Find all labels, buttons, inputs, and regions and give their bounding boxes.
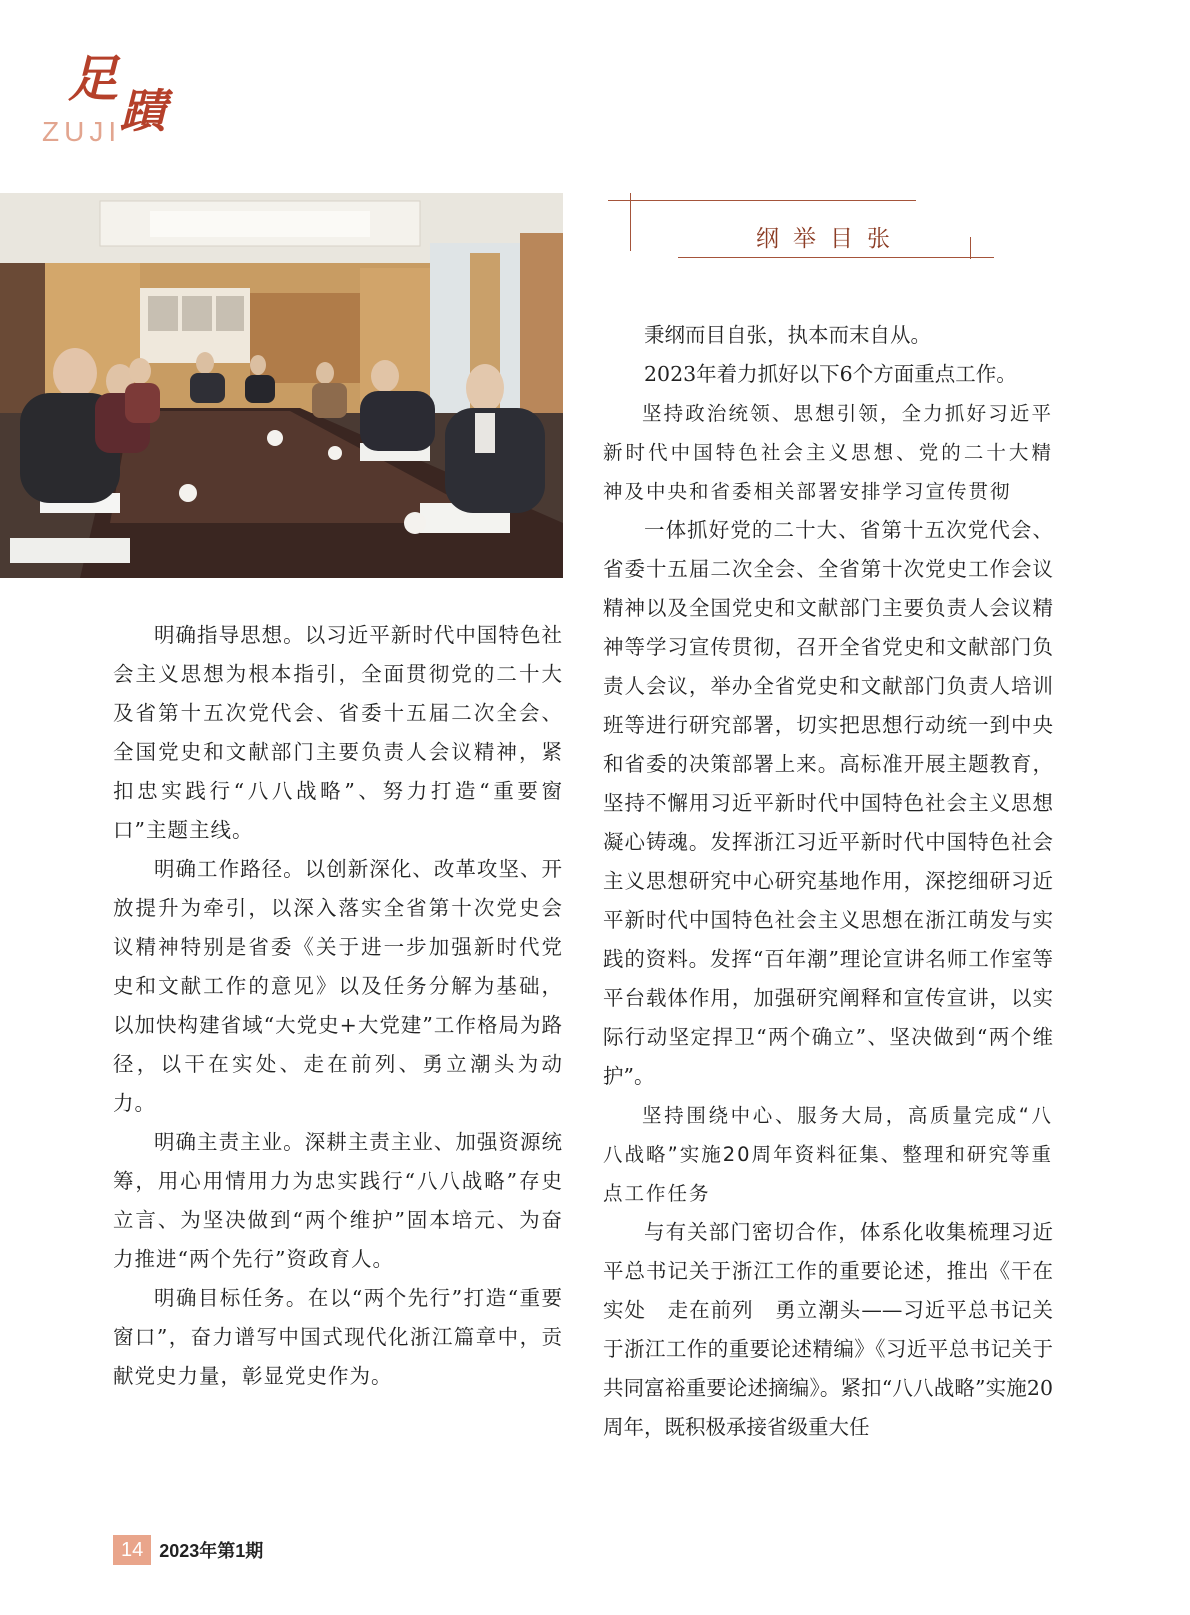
frame-bottom-line [678,257,994,258]
paragraph [113,1123,563,1279]
subheading: 坚持围绕中心、服务大局，高质量完成“八八战略”实施20周年资料征集、整理和研究等重点工作任务 [603,1104,1053,1205]
intro-line: 秉纲而目自张，执本而末自从。 [644,323,931,347]
paragraph: 一体抓好党的二十大、省第十五次党代会、省委十五届二次全会、全省第十次党史工作会议精神以及全国党史和文献部门主要负责人会议精神等学习宣传贯彻，召开全省党史和文献部门负责人会议，举办全省党史和文献部门负责人培训班等进行研究部署，切实把思想行动统一到中央和省委的决策部署上来。高标准开展主题教育，坚持不懈用习近平新时代中国特色社会主义思想凝心铸魂。发挥浙江习近平新时代中国特色社会主义思想研究中心研究基地作用，深挖细研习近平新时代中国特色社会主义思想在浙江萌发与实践的资料。发挥“百年潮”理论宣讲名师工作室等平台载体作用，加强研究阐释和宣传宣讲，以实际行动坚定捍卫“两个确立”、坚决做到“两个维护”。 [603,518,1053,1088]
magazine-logo [40,48,180,148]
paragraph-heading: 明确目标任务。 [154,1286,308,1310]
left-column [113,616,563,1396]
section-title-frame [630,193,1030,268]
frame-top-line [608,200,916,201]
logo-char-2: 蹟 [120,84,166,138]
logo-english: ZUJI [42,116,122,147]
paragraph [113,1279,563,1396]
paragraph: 与有关部门密切合作，体系化收集梳理习近平总书记关于浙江工作的重要论述，推出《干在实处 走在前列 勇立潮头——习近平总书记关于浙江工作的重要论述精编》《习近平总书记关于共同富裕重要论述摘编》。紧扣“八八战略”实施20周年，既积极承接省级重大任 [603,1220,1053,1439]
paragraph-text: 深耕主责主业、加强资源统筹，用心用情用力为忠实践行“八八战略”存史立言、为坚决做到“两个维护”固本培元、为奋力推进“两个先行”资政育人。 [113,1130,564,1271]
paragraph-heading: 明确工作路径。 [154,857,305,881]
paragraph-heading: 明确指导思想。 [154,623,305,647]
paragraph-text: 在以“两个先行”打造“重要窗口”，奋力谱写中国式现代化浙江篇章中，贡献党史力量，彰显党史作为。 [113,1286,563,1388]
paragraph-heading: 明确主责主业。 [154,1130,305,1154]
paragraph [113,616,563,850]
intro-line: 2023年着力抓好以下6个方面重点工作。 [644,362,1017,386]
paragraph-text: 以创新深化、改革攻坚、开放提升为牵引，以深入落实全省第十次党史会议精神特别是省委《关于进一步加强新时代党史和文献工作的意见》以及任务分解为基础，以加快构建省域“大党史+大党建”工作格局为路径，以干在实处、走在前列、勇立潮头为动力。 [113,857,564,1115]
page-footer [113,1535,263,1565]
logo-char-1: 足 [68,49,118,108]
paragraph [113,850,563,1123]
page-number: 14 [113,1535,151,1565]
subheading: 坚持政治统领、思想引领，全力抓好习近平新时代中国特色社会主义思想、党的二十大精神及中央和省委相关部署安排学习宣传贯彻 [603,402,1053,503]
section-title: 纲举目张 [756,226,904,252]
paragraph-text: 以习近平新时代中国特色社会主义思想为根本指引，全面贯彻党的二十大及省第十五次党代会、省委十五届二次全会、全国党史和文献部门主要负责人会议精神，紧扣忠实践行“八八战略”、努力打造“重要窗口”主题主线。 [113,623,564,842]
meeting-photo [0,193,563,578]
issue-label: 2023年第1期 [159,1541,264,1561]
right-column [603,316,1053,1447]
